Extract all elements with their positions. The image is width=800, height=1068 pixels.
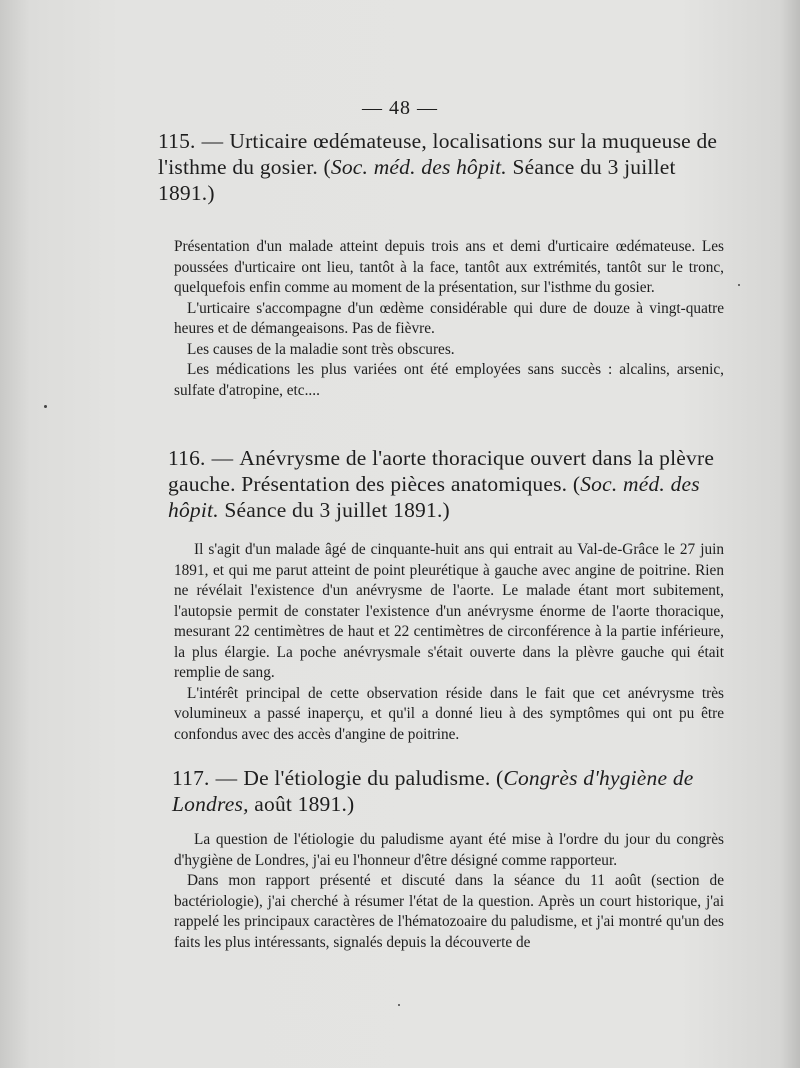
entry-source: Soc. méd. des hôpit. [330, 155, 507, 179]
page-number: — 48 — [362, 97, 438, 119]
entry-title: De l'étiologie du paludisme. [243, 766, 491, 790]
paragraph: L'intérêt principal de cette observation réside dans le fait que cet anévrysme très volumineux a passé inaperçu, et qu'il a donné lieu à des symptômes qui ont pu être confondus avec des accès d'angine de poitrine. [174, 684, 724, 743]
entry-body-116 [174, 540, 724, 745]
paragraph: Présentation d'un malade atteint depuis trois ans et demi d'urticaire œdémateuse. Les poussées d'urticaire ont lieu, tantôt à la face, tantôt aux extrémités, tantôt sur le tronc, quelquefois enfin comme au moment de la présentation, sur l'isthme du gosier. [174, 238, 724, 296]
entry-number: 117. [172, 766, 210, 790]
entry-date: août 1891.) [254, 792, 355, 816]
entry-heading-117: 117. — De l'étiologie du paludisme. (Congrès d'hygiène de Londres, août 1891.) [172, 766, 694, 816]
entry-title: Anévrysme de l'aorte thoracique ouvert dans la plèvre gauche. Présentation des pièces anatomiques. [168, 446, 715, 496]
entry-title: Urticaire œdémateuse, localisations sur la muqueuse de l'isthme du gosier. [158, 129, 718, 179]
entry-heading-116: 116. — Anévrysme de l'aorte thoracique ouvert dans la plèvre gauche. Présentation des pièces anatomiques. (Soc. méd. des hôpit. Séance du 3 juillet 1891.) [168, 446, 715, 522]
paragraph: La question de l'étiologie du paludisme ayant été mise à l'ordre du jour du congrès d'hygiène de Londres, j'ai eu l'honneur d'être désigné comme rapporteur. [174, 831, 724, 869]
paragraph: Il s'agit d'un malade âgé de cinquante-huit ans qui entrait au Val-de-Grâce le 27 juin 1891, et qui me parut atteint de point pleurétique à gauche avec angine de poitrine. Rien ne révélait l'existence d'un anévrysme de l'aorte. Le malade étant mort subitement, l'autopsie permit de constater l'existence d'un anévrysme énorme de l'aorte thoracique, mesurant 22 centimètres de haut et 22 centimètres de circonférence à la partie inférieure, la plus élargie. La poche anévrysmale s'était ouverte dans la plèvre gauche qui était remplie de sang. [174, 541, 724, 681]
scan-speck [398, 1004, 400, 1006]
entry-number: 116. [168, 446, 206, 470]
scan-speck [44, 405, 47, 408]
scan-speck [738, 284, 740, 286]
paragraph: Dans mon rapport présenté et discuté dans la séance du 11 août (section de bactériologie), j'ai cherché à résumer l'état de la question. Après un court historique, j'ai rappelé les principaux caractères de l'hématozoaire du paludisme, et j'ai montré qu'un des faits les plus intéressants, signalés depuis la découverte de [174, 872, 724, 951]
entry-heading-115: 115. — Urticaire œdémateuse, localisations sur la muqueuse de l'isthme du gosier. (Soc. méd. des hôpit. Séance du 3 juillet 1891.) [158, 129, 718, 205]
entry-body-117 [174, 830, 724, 953]
entry-date: Séance du 3 juillet 1891.) [158, 155, 676, 205]
paragraph: Les médications les plus variées ont été employées sans succès : alcalins, arsenic, sulfate d'atropine, etc.... [174, 361, 724, 399]
entry-source: Congrès d'hygiène de Londres, [172, 766, 694, 816]
entry-number: 115. [158, 129, 196, 153]
entry-body-115 [174, 237, 724, 401]
entry-date: Séance du 3 juillet 1891.) [224, 498, 450, 522]
paragraph: L'urticaire s'accompagne d'un œdème considérable qui dure de douze à vingt-quatre heures et de démangeaisons. Pas de fièvre. [174, 299, 724, 337]
entry-source: Soc. méd. des hôpit. [168, 472, 700, 522]
paragraph: Les causes de la maladie sont très obscures. [187, 340, 455, 358]
